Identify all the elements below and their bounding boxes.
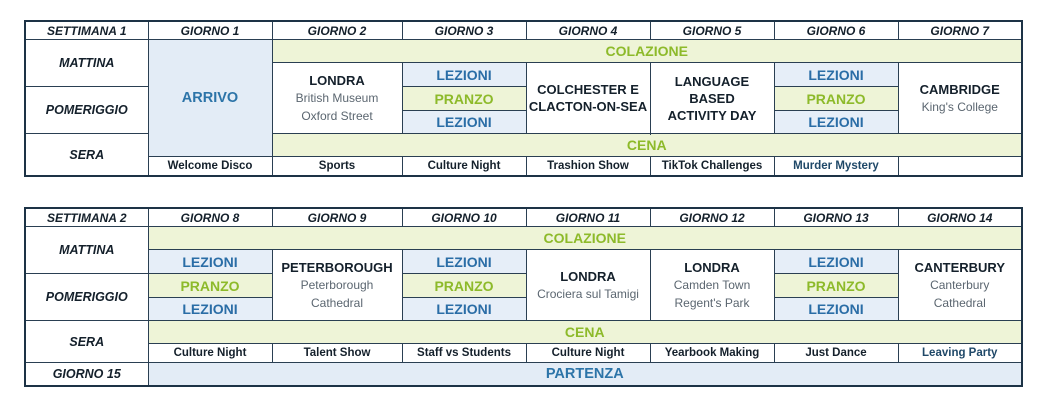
dinner-band: CENA [272, 134, 1022, 157]
trip-line: CLACTON-ON-SEA [528, 99, 648, 114]
lessons-cell: LEZIONI [402, 111, 526, 134]
day-header: GIORNO 5 [650, 21, 774, 40]
day-header: GIORNO 14 [898, 208, 1022, 227]
row-label-evening: SERA [25, 321, 148, 363]
activity-line: ACTIVITY DAY [667, 107, 757, 123]
lessons-cell: LEZIONI [148, 298, 272, 321]
evening-activity: Culture Night [148, 344, 272, 363]
day-header: GIORNO 3 [402, 21, 526, 40]
day-header: GIORNO 10 [402, 208, 526, 227]
city-name: CAMBRIDGE [919, 81, 1000, 97]
evening-activity: Welcome Disco [148, 157, 272, 177]
activity-line: Oxford Street [301, 108, 373, 123]
departure-band: PARTENZA [148, 363, 1022, 386]
evening-activity: Yearbook Making [650, 344, 774, 363]
day9-cell [272, 250, 402, 321]
activity-line: Camden Town [673, 277, 751, 292]
day-header: GIORNO 4 [526, 21, 650, 40]
activity-line: King's College [921, 99, 998, 114]
day7-cell [898, 63, 1022, 134]
week1-header-row [25, 21, 1022, 40]
trip-line: COLCHESTER E [537, 82, 639, 97]
evening-activity: TikTok Challenges [650, 157, 774, 177]
row-label-morning: MATTINA [25, 40, 148, 87]
lunch-cell: PRANZO [402, 87, 526, 111]
lessons-cell: LEZIONI [774, 111, 898, 134]
lessons-cell: LEZIONI [774, 298, 898, 321]
city-name: LONDRA [684, 259, 740, 275]
row-label-afternoon: POMERIGGIO [25, 274, 148, 321]
week2-header-row [25, 208, 1022, 227]
activity-line: Regent's Park [674, 295, 750, 310]
lessons-cell: LEZIONI [402, 63, 526, 87]
evening-activity: Leaving Party [898, 344, 1022, 363]
day-header: GIORNO 6 [774, 21, 898, 40]
lunch-cell: PRANZO [774, 274, 898, 298]
evening-activity: Just Dance [774, 344, 898, 363]
activity-line: Peterborough [300, 277, 374, 292]
lessons-cell: LEZIONI [774, 63, 898, 87]
lunch-cell: PRANZO [148, 274, 272, 298]
day-header: GIORNO 11 [526, 208, 650, 227]
day2-cell [272, 63, 402, 134]
activity-line: Crociera sul Tamigi [537, 286, 639, 301]
breakfast-band: COLAZIONE [148, 227, 1022, 250]
week-label: SETTIMANA 1 [25, 21, 148, 40]
row-label-day15: GIORNO 15 [25, 363, 148, 386]
activity-line: LANGUAGE BASED [674, 73, 750, 106]
day4-cell [526, 63, 650, 134]
day14-cell [898, 250, 1022, 321]
lunch-cell: PRANZO [774, 87, 898, 111]
day-header: GIORNO 1 [148, 21, 272, 40]
day11-cell [526, 250, 650, 321]
lessons-cell: LEZIONI [402, 250, 526, 274]
week1-schedule-table [24, 20, 1023, 177]
activity-line: Canterbury [930, 277, 990, 292]
evening-activity: Trashion Show [526, 157, 650, 177]
lessons-cell: LEZIONI [402, 298, 526, 321]
week2-schedule-table [24, 207, 1023, 387]
day12-cell [650, 250, 774, 321]
lessons-cell: LEZIONI [774, 250, 898, 274]
day-header: GIORNO 7 [898, 21, 1022, 40]
activity-line: British Museum [295, 90, 379, 105]
evening-activity: Culture Night [526, 344, 650, 363]
city-name: PETERBOROUGH [281, 259, 393, 275]
breakfast-band: COLAZIONE [272, 40, 1022, 63]
activity-line: Cathedral [310, 295, 364, 310]
lessons-cell: LEZIONI [148, 250, 272, 274]
arrival-cell: ARRIVO [148, 40, 272, 157]
dinner-band: CENA [148, 321, 1022, 344]
evening-activity: Culture Night [402, 157, 526, 177]
day-header: GIORNO 13 [774, 208, 898, 227]
week-label: SETTIMANA 2 [25, 208, 148, 227]
day-header: GIORNO 2 [272, 21, 402, 40]
day-header: GIORNO 9 [272, 208, 402, 227]
evening-activity: Murder Mystery [774, 157, 898, 177]
evening-activity: Talent Show [272, 344, 402, 363]
day-header: GIORNO 12 [650, 208, 774, 227]
lunch-cell: PRANZO [402, 274, 526, 298]
row-label-afternoon: POMERIGGIO [25, 87, 148, 134]
activity-line: Cathedral [933, 295, 986, 310]
day-header: GIORNO 8 [148, 208, 272, 227]
evening-activity: Staff vs Students [402, 344, 526, 363]
row-label-morning: MATTINA [25, 227, 148, 274]
city-name: CANTERBURY [914, 259, 1006, 275]
city-name: LONDRA [309, 72, 365, 88]
city-name: LONDRA [560, 268, 616, 284]
evening-activity: Sports [272, 157, 402, 177]
day5-cell [650, 63, 774, 134]
row-label-evening: SERA [25, 134, 148, 177]
